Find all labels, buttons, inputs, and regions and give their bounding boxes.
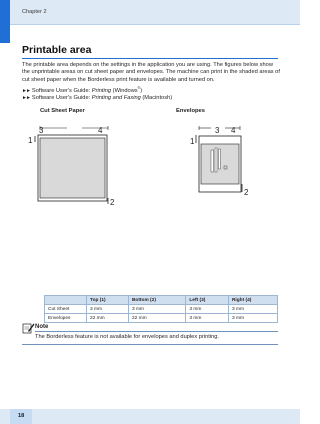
reference-suffix-end: ) xyxy=(140,87,143,94)
marker-1: 1 xyxy=(28,136,33,145)
cut-sheet-diagram xyxy=(28,118,118,208)
table-header-cell: Top (1) xyxy=(87,296,129,305)
registered-mark: ® xyxy=(137,86,141,90)
section-title: Printable area xyxy=(22,44,92,56)
table-row xyxy=(45,314,278,323)
double-arrow-icon: ►► xyxy=(22,95,30,102)
reference-prefix: Software User's Guide: xyxy=(31,95,92,102)
table-cell: 3 mm xyxy=(228,305,277,314)
marker-4: 4 xyxy=(231,126,236,135)
envelopes-label: Envelopes xyxy=(176,108,205,114)
table-header-row xyxy=(45,296,278,305)
title-underline xyxy=(22,58,278,59)
table-row xyxy=(45,305,278,314)
marker-4: 4 xyxy=(98,126,103,135)
table-cell: Cut Sheet xyxy=(45,305,87,314)
reference-suffix: (Macintosh) xyxy=(140,95,173,102)
reference-item[interactable] xyxy=(22,85,172,95)
marker-2: 2 xyxy=(244,188,249,197)
table-cell: 3 mm xyxy=(186,314,229,323)
table-cell: 3 mm xyxy=(228,314,277,323)
intro-paragraph: The printable area depends on the settings in the application you are using. The figures below show the unprintable areas on cut sheet paper and envelopes. The machine can print in the shaded areas of cut sheet paper when the Borderless print feature is available and turned on. xyxy=(22,62,280,83)
table-cell: 3 mm xyxy=(186,305,229,314)
marker-3: 3 xyxy=(215,126,220,135)
marker-1: 1 xyxy=(190,137,195,146)
cut-sheet-label: Cut Sheet Paper xyxy=(40,108,85,114)
margin-table xyxy=(44,295,278,323)
double-arrow-icon: ►► xyxy=(22,87,30,94)
table-cell: 22 mm xyxy=(87,314,129,323)
table-header-cell: Bottom (2) xyxy=(128,296,185,305)
envelope-diagram xyxy=(190,118,260,204)
reference-prefix: Software User's Guide: xyxy=(31,87,92,94)
reference-item[interactable] xyxy=(22,95,172,102)
table-cell: 3 mm xyxy=(87,305,129,314)
table-cell: Envelopes xyxy=(45,314,87,323)
chapter-tab xyxy=(0,0,10,43)
table-header-cell xyxy=(45,296,87,305)
note-text: The Borderless feature is not available for envelopes and duplex printing. xyxy=(35,334,220,340)
note-divider-bottom xyxy=(22,344,278,345)
page-number: 18 xyxy=(18,413,25,419)
table-cell: 3 mm xyxy=(128,305,185,314)
pencil-note-icon xyxy=(22,322,35,334)
chapter-label: Chapter 2 xyxy=(22,9,47,15)
note-title: Note xyxy=(35,324,49,330)
footer-band xyxy=(0,409,300,424)
reference-suffix: (Windows xyxy=(111,87,138,94)
marker-3: 3 xyxy=(39,126,44,135)
header-divider xyxy=(10,24,300,25)
table-cell: 22 mm xyxy=(128,314,185,323)
note-divider-top xyxy=(35,331,278,332)
reference-title: Printing xyxy=(91,87,112,94)
reference-title: Printing and Faxing xyxy=(91,95,141,102)
table-header-cell: Left (3) xyxy=(186,296,229,305)
table-header-cell: Right (4) xyxy=(228,296,277,305)
reference-list xyxy=(22,85,172,103)
marker-2: 2 xyxy=(110,198,115,207)
